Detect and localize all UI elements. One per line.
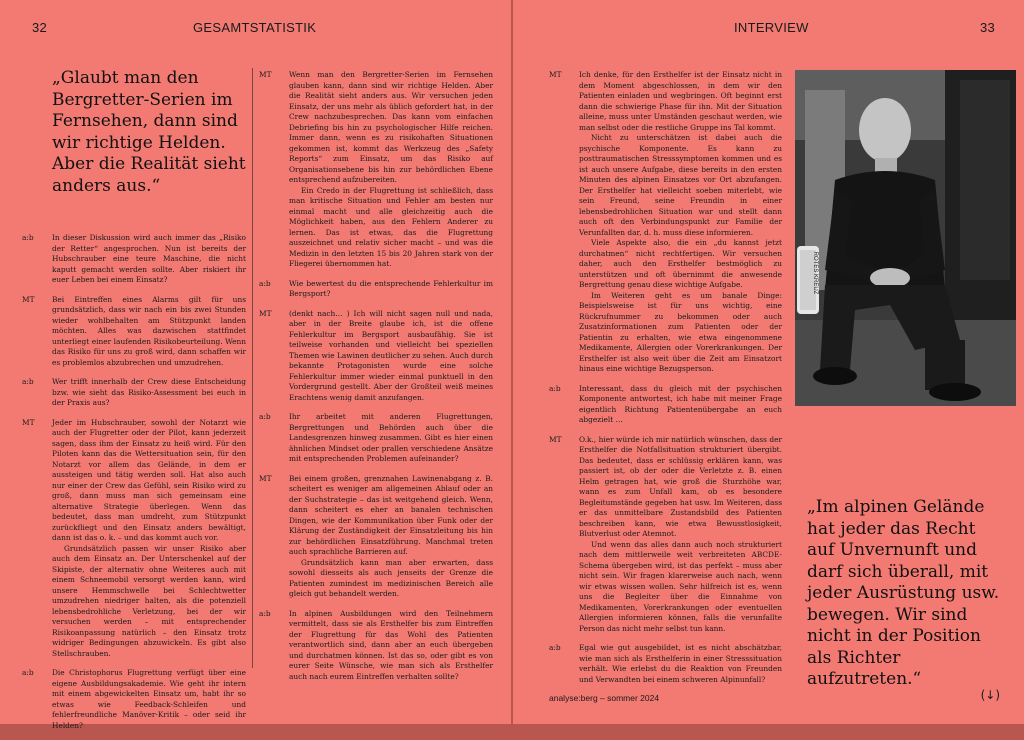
paragraph: Egal wie gut ausgebildet, ist es nicht abschätzbar, wie man sich als Ersthelferin in einer Stresssituation verhält. Wie erlebst du die Reaktion von Freunden und Verwandten bei einem schweren Alpinunfall? <box>579 643 782 684</box>
paragraph: Im Weiteren geht es um banale Dinge: Beispielsweise ist für uns wichtig, eine Rückrufnummer zu bekommen oder auch Zusatzinformationen zum Patienten oder der Patientin zu erhalten, wie etwa eingenommene Medikamente, Allergien oder Vorerkrankungen. Der Ersthelfer ist also weit über die Zeit am Einsatzort hinaus eine wichtige Bezugsperson. <box>579 290 782 373</box>
interview-entry <box>259 279 493 300</box>
paragraph: In alpinen Ausbildungen wird den Teilnehmern vermittelt, dass sie als Ersthelfer bis zum Eintreffen der Flugrettung für das Wohl des Patienten verantwortlich sind, dann aber an euch übergeben und durchatmen können. Ist das so, oder gibt es von eurer Seite Wünsche, wie man sich als Ersthelfer auch nach eurem Eintreffen verhalten sollte? <box>289 608 493 681</box>
interview-entry <box>259 309 493 404</box>
interview-entry <box>549 70 782 375</box>
paragraph: (denkt nach… ) Ich will nicht sagen null und nada, aber in der Breite glaube ich, ist die offene Fehlerkultur im Bergsport ausbaufähig. Sie ist teilweise vorhanden und vielleicht bei speziellen Themen wie Lawinen deutlicher zu sehen. Auch durch bekannte Protagonisten wurde eine solche Fehlerkultur immer wieder einmal punktuell in den Vordergrund gestellt. Aber der Großteil weiß meines Erachtens wenig damit anzufangen. <box>289 308 493 402</box>
interview-entry <box>549 643 782 685</box>
interview-entry <box>22 295 246 369</box>
speaker-label: a:b <box>549 383 561 393</box>
interview-column-2 <box>259 70 493 691</box>
interview-entry <box>259 70 493 270</box>
speaker-label: MT <box>259 70 272 79</box>
pull-quote: „Glaubt man den Bergretter-Serien im Fernsehen, dann sind wir richtige Helden. Aber die Realität sieht anders aus.“ <box>52 68 246 196</box>
speaker-label: a:b <box>22 668 34 677</box>
speaker-label: MT <box>259 473 272 483</box>
page-number: 32 <box>32 20 48 35</box>
interview-column-3 <box>549 70 782 694</box>
paragraph: Ein Credo in der Flugrettung ist schließlich, dass man kritische Situation und Fehler am besten nur einmal macht und alle gleichzeitig auch die Möglichkeit haben, aus den Fehlern Anderer zu lernen. Das ist etwas, das die Flugrettung auszeichnet und relativ sicher macht – und was die Medizin in den letzten 15 bis 20 Jahren stark von der Fliegerei übernommen hat. <box>289 185 493 268</box>
interview-entry <box>22 233 246 286</box>
column-divider <box>252 68 253 668</box>
interview-column-1 <box>22 233 246 740</box>
paragraph: Ich denke, für den Ersthelfer ist der Einsatz nicht in dem Moment abgeschlossen, in dem wir den Patienten einladen und wegbringen. Oft beginnt erst dann die schwierige Phase für ihn. Mit der Situation alleine, muss unter Umständen geschaut werden, wie man selbst oder die restliche Gruppe ins Tal kommt. <box>579 70 782 132</box>
paragraph: In dieser Diskussion wird auch immer das „Risiko der Retter“ angesprochen. Nun ist bereits der Hubschrauber eine teure Maschine, die nicht kaputt gemacht werden sollte. Aber riskiert ihr euer Leben bei einem Einsatz? <box>52 233 246 284</box>
paragraph: Grundsätzlich kann man aber erwarten, dass sowohl diesseits als auch jenseits der Grenze die Patienten zumindest im medizinischen Bereich alle gleich gut behandelt werden. <box>289 557 493 598</box>
speaker-label: a:b <box>22 233 34 242</box>
speaker-label: MT <box>549 434 562 444</box>
page-number: 33 <box>980 20 996 35</box>
speaker-label: MT <box>22 294 35 304</box>
section-title: GESAMTSTATISTIK <box>193 20 317 35</box>
next-page-arrow[interactable]: (↓) <box>980 688 1000 702</box>
right-page <box>513 0 1024 724</box>
speaker-label: MT <box>259 308 272 318</box>
interview-entry <box>549 435 782 635</box>
paragraph: Viele Aspekte also, die ein „du kannst jetzt durchatmen“ nicht rechtfertigen. Wir versuchen daher, auch den Ersthelfer bestmöglich zu unterstützen und oft übernimmt die anwesende Bergrettung genau diese wichtige Aufgabe. <box>579 238 782 289</box>
paragraph: Interessant, dass du gleich mit der psychischen Komponente antwortest, ich habe mit meiner Frage eigentlich Richtung Patientenübergabe an euch abgezielt … <box>579 383 782 424</box>
paragraph: Grundsätzlich passen wir unser Risiko aber auch dem Einsatz an. Der Unterschenkel auf der Skipiste, der alternativ ohne Weiteres auch mit einem Schneemobil versorgt werden kann, wird unsere Hemmschwelle bei Schlechtwetter umzudrehen niedriger halten, als die potenziell lebensbedrohliche Verletzung, bei der wir versuchen werden – mit entsprechender Risikoanpassung natürlich – den Einsatz trotz widriger Bedingungen abzuwickeln. Es gibt also Stellschrauben. <box>52 543 246 658</box>
rotes-kreuz-sign-text: ROTES KREUZ <box>812 251 818 295</box>
interview-entry <box>259 474 493 600</box>
interview-entry <box>259 609 493 683</box>
portrait-photo <box>795 70 1016 406</box>
paragraph: Jeder im Hubschrauber, sowohl der Notarzt wie auch der Flugretter oder der Pilot, kann jederzeit sagen, dass ihm der Einsatz zu heiß wird. Für den Piloten kann das die Wettersituation sein, für den Notarzt vor allem das Gelände, in dem er aussteigen und tätig werden soll. Hat also auch nur einer der Crew das Gefühl, sein Risiko wird zu groß, dann muss man sich gemeinsam eine alternative Strategie überlegen. Wenn das bedeutet, dass man umdreht, zum Stützpunkt zurückfliegt und den Einsatz anders bewältigt, dann ist das o. k. – und das kommt auch vor. <box>52 417 246 542</box>
paragraph: Und wenn das alles dann auch noch strukturiert nach dem mittlerweile weit verbreiteten ABCDE-Schema übergeben wird, ist das perfekt – muss aber nicht sein. Wir fragen klarerweise auch nach, wenn wir etwas wissen wollen. Sehr hilfreich ist es, wenn uns die Begleiter über die Einnahme von Medikamenten, Vorerkrankungen oder eventuellen Allergien informieren können, falls die verunfallte Person das nicht mehr selbst tun kann. <box>579 539 782 633</box>
paragraph: Wenn man den Bergretter-Serien im Fernsehen glauben kann, dann sind wir richtige Helden. Aber die Realität sieht anders aus. Wir versuchen jeden Einsatz, der uns mehr als üblich gefordert hat, in der Crew nachzubesprechen. Das kann vom einfachen Debriefing bis hin zu psychologischer Hilfe reichen. Immer dann, wenn es zu risikohaften Situationen gekommen ist, kommt das Werkzeug des „Safety Reports“ zum Einsatz, um das Risiko auf Organisationsebene bis hin zur behördlichen Ebene entsprechend aufzubereiten. <box>289 70 493 184</box>
paragraph: Wer trifft innerhalb der Crew diese Entscheidung bzw. wie sieht das Risiko-Assessment bei euch in der Praxis aus? <box>52 377 246 407</box>
paragraph: Nicht zu unterschätzen ist dabei auch die psychische Komponente. Es kann zu posttraumatischen Stresssymptomen kommen und es ist auch unsere Aufgabe, diese bereits in den ersten Minuten des alpinen Einsatzes vor Ort abzufangen. Der Ersthelfer hat vielleicht soeben miterlebt, wie sein Freund, seine Freundin in einer lebensbedrohlichen Situation war und stellt dann auch oft den Verbindungspunkt zur Familie der Verunfallten dar, d. h. muss diese informieren. <box>579 133 782 237</box>
interview-entry <box>22 418 246 660</box>
speaker-label: a:b <box>549 643 561 652</box>
paragraph: Bei einem großen, grenznahen Lawinenabgang z. B. scheitert es weniger am allgemeinen Ablauf oder an der Suchstrategie – das ist weitgehend gleich. Wenn, dann scheitert es eher an banalen technischen Dingen, wie der Kommunikation über Funk oder der Klärung der Zuständigkeit der Einsatzleitung bis hin zur behördlichen Einsatzführung. Manchmal treten auch sprachliche Barrieren auf. <box>289 473 493 556</box>
pull-quote: „Im alpinen Gelände hat jeder das Recht auf Unvernunft und darf sich überall, mit jeder Ausrüstung usw. bewegen. Wir sind nicht in der Position als Richter aufzutreten.“ <box>807 497 1000 689</box>
paragraph: Wie bewertest du die entsprechende Fehlerkultur im Bergsport? <box>289 278 493 298</box>
speaker-label: a:b <box>22 377 34 386</box>
interview-entry <box>22 668 246 731</box>
speaker-label: MT <box>549 70 562 79</box>
magazine-footer: analyse:berg – sommer 2024 <box>549 693 660 703</box>
paragraph: Bei Eintreffen eines Alarms gilt für uns grundsätzlich, dass wir nach ein bis zwei Stunden wieder wohlbehalten am Stützpunkt landen möchten. Alles was dazwischen stattfindet unterliegt einer laufenden Risikobeurteilung. Wenn das Risiko für uns zu groß wird, dann schaffen wir es problemlos abzubrechen und umzudrehen. <box>52 294 246 367</box>
paragraph: O.k., hier würde ich mir natürlich wünschen, dass der Ersthelfer die Notfallsituation strukturiert übergibt. Das bedeutet, dass er schlüssig erklären kann, was passiert ist, ob der oder die Verletzte z. B. einen Helm getragen hat, wie groß die Sturzhöhe war, wann es zum Unfall kam, ob es besondere Begleitumstände gegeben hat usw. Im Weiteren, dass er das unmittelbare Zustandsbild des Patienten beschreiben kann, wie etwa Bewusstlosigkeit, Blutverlust oder Atemnot. <box>579 434 782 538</box>
speaker-label: MT <box>22 417 35 427</box>
interview-entry <box>259 412 493 465</box>
interview-entry <box>549 384 782 426</box>
section-title: INTERVIEW <box>734 20 809 35</box>
left-page <box>0 0 511 730</box>
flight-rescuer-portrait <box>795 70 1016 406</box>
interview-entry <box>22 377 246 409</box>
speaker-label: a:b <box>259 608 271 618</box>
speaker-label: a:b <box>259 278 271 288</box>
paragraph: Die Christophorus Flugrettung verfügt über eine eigene Ausbildungsakademie. Wie geht ihr intern mit einem abgewickelten Einsatz um, habt ihr so etwas wie Feedback-Schleifen und fehlerfreundliche Manöver-Kritik – oder seid ihr Helden? <box>52 668 246 730</box>
speaker-label: a:b <box>259 412 271 421</box>
paragraph: Ihr arbeitet mit anderen Flugrettungen, Bergrettungen und Behörden auch über die Landesgrenzen hinweg zusammen. Gibt es hier einen ähnlichen Mindset oder prallen verschiedene Ansätze mit entsprechenden Problemen aufeinander? <box>289 412 493 463</box>
